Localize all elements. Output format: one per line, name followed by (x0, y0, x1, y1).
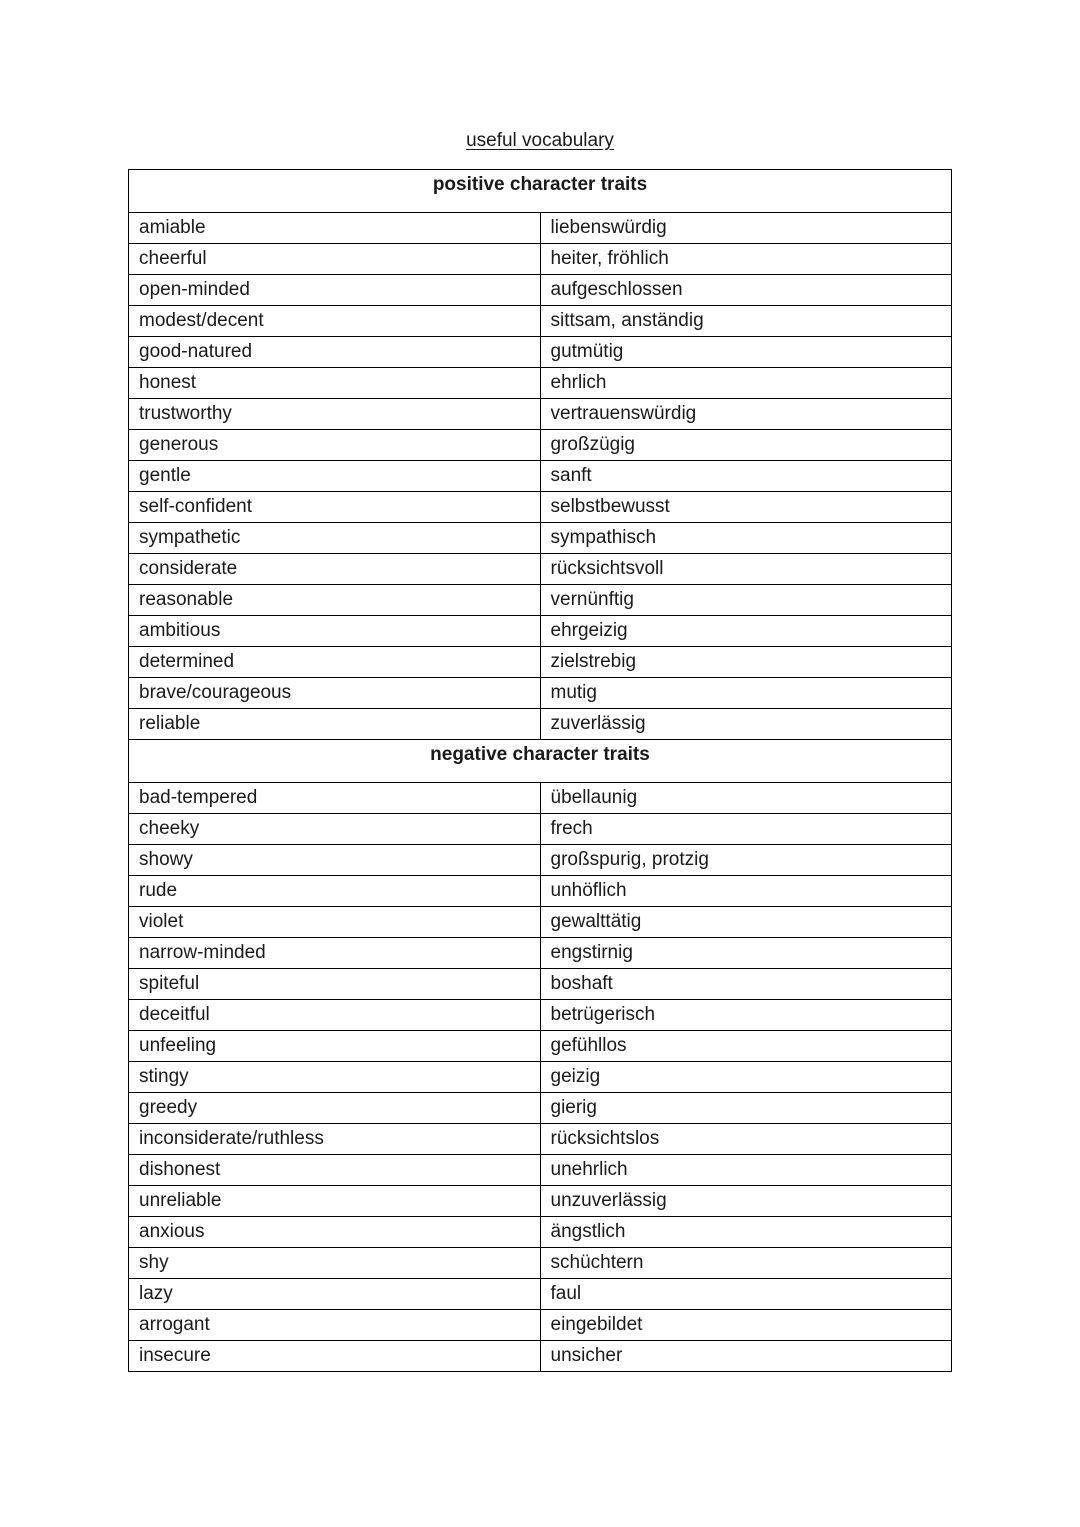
english-term: generous (129, 430, 541, 461)
german-translation: faul (540, 1279, 952, 1310)
english-term: reasonable (129, 585, 541, 616)
table-row (129, 368, 952, 399)
table-row (129, 647, 952, 678)
english-term: gentle (129, 461, 541, 492)
vocabulary-table (128, 169, 952, 1372)
english-term: sympathetic (129, 523, 541, 554)
german-translation: unehrlich (540, 1155, 952, 1186)
vocabulary-table-body (129, 170, 952, 1372)
german-translation: sanft (540, 461, 952, 492)
english-term: shy (129, 1248, 541, 1279)
table-row (129, 337, 952, 368)
german-translation: schüchtern (540, 1248, 952, 1279)
table-row (129, 907, 952, 938)
document-title: useful vocabulary (466, 130, 614, 151)
table-row (129, 938, 952, 969)
english-term: greedy (129, 1093, 541, 1124)
german-translation: unsicher (540, 1341, 952, 1372)
table-row (129, 1124, 952, 1155)
english-term: determined (129, 647, 541, 678)
table-row (129, 244, 952, 275)
german-translation: sympathisch (540, 523, 952, 554)
english-term: ambitious (129, 616, 541, 647)
table-row (129, 275, 952, 306)
english-term: bad-tempered (129, 783, 541, 814)
english-term: cheerful (129, 244, 541, 275)
english-term: insecure (129, 1341, 541, 1372)
english-term: arrogant (129, 1310, 541, 1341)
german-translation: ehrgeizig (540, 616, 952, 647)
german-translation: sittsam, anständig (540, 306, 952, 337)
german-translation: aufgeschlossen (540, 275, 952, 306)
table-row (129, 1000, 952, 1031)
german-translation: rücksichtsvoll (540, 554, 952, 585)
english-term: rude (129, 876, 541, 907)
german-translation: zuverlässig (540, 709, 952, 740)
german-translation: eingebildet (540, 1310, 952, 1341)
english-term: amiable (129, 213, 541, 244)
table-row (129, 554, 952, 585)
english-term: anxious (129, 1217, 541, 1248)
english-term: inconsiderate/ruthless (129, 1124, 541, 1155)
german-translation: rücksichtslos (540, 1124, 952, 1155)
german-translation: gewalttätig (540, 907, 952, 938)
table-row (129, 306, 952, 337)
english-term: lazy (129, 1279, 541, 1310)
english-term: narrow-minded (129, 938, 541, 969)
table-row (129, 1062, 952, 1093)
german-translation: großspurig, protzig (540, 845, 952, 876)
section-header-row (129, 170, 952, 213)
german-translation: vertrauenswürdig (540, 399, 952, 430)
english-term: brave/courageous (129, 678, 541, 709)
german-translation: vernünftig (540, 585, 952, 616)
english-term: dishonest (129, 1155, 541, 1186)
german-translation: unhöflich (540, 876, 952, 907)
english-term: considerate (129, 554, 541, 585)
english-term: honest (129, 368, 541, 399)
german-translation: geizig (540, 1062, 952, 1093)
german-translation: gefühllos (540, 1031, 952, 1062)
german-translation: übellaunig (540, 783, 952, 814)
table-row (129, 1310, 952, 1341)
german-translation: gutmütig (540, 337, 952, 368)
german-translation: selbstbewusst (540, 492, 952, 523)
table-row (129, 1155, 952, 1186)
english-term: deceitful (129, 1000, 541, 1031)
german-translation: mutig (540, 678, 952, 709)
german-translation: betrügerisch (540, 1000, 952, 1031)
section-header-row (129, 740, 952, 783)
table-row (129, 1279, 952, 1310)
german-translation: boshaft (540, 969, 952, 1000)
table-row (129, 783, 952, 814)
english-term: stingy (129, 1062, 541, 1093)
english-term: cheeky (129, 814, 541, 845)
table-row (129, 1217, 952, 1248)
table-row (129, 1341, 952, 1372)
english-term: open-minded (129, 275, 541, 306)
table-row (129, 523, 952, 554)
german-translation: ehrlich (540, 368, 952, 399)
german-translation: engstirnig (540, 938, 952, 969)
english-term: showy (129, 845, 541, 876)
table-row (129, 678, 952, 709)
english-term: spiteful (129, 969, 541, 1000)
english-term: modest/decent (129, 306, 541, 337)
english-term: unfeeling (129, 1031, 541, 1062)
table-row (129, 399, 952, 430)
table-row (129, 1031, 952, 1062)
german-translation: unzuverlässig (540, 1186, 952, 1217)
table-row (129, 461, 952, 492)
table-row (129, 585, 952, 616)
german-translation: frech (540, 814, 952, 845)
section-heading: negative character traits (129, 740, 952, 783)
table-row (129, 814, 952, 845)
table-row (129, 1248, 952, 1279)
english-term: self-confident (129, 492, 541, 523)
german-translation: liebenswürdig (540, 213, 952, 244)
section-heading: positive character traits (129, 170, 952, 213)
english-term: good-natured (129, 337, 541, 368)
german-translation: großzügig (540, 430, 952, 461)
table-row (129, 1093, 952, 1124)
table-row (129, 492, 952, 523)
german-translation: gierig (540, 1093, 952, 1124)
german-translation: heiter, fröhlich (540, 244, 952, 275)
german-translation: ängstlich (540, 1217, 952, 1248)
table-row (129, 616, 952, 647)
english-term: unreliable (129, 1186, 541, 1217)
table-row (129, 213, 952, 244)
english-term: trustworthy (129, 399, 541, 430)
english-term: reliable (129, 709, 541, 740)
table-row (129, 969, 952, 1000)
table-row (129, 709, 952, 740)
table-row (129, 876, 952, 907)
german-translation: zielstrebig (540, 647, 952, 678)
table-row (129, 1186, 952, 1217)
table-row (129, 845, 952, 876)
table-row (129, 430, 952, 461)
english-term: violet (129, 907, 541, 938)
